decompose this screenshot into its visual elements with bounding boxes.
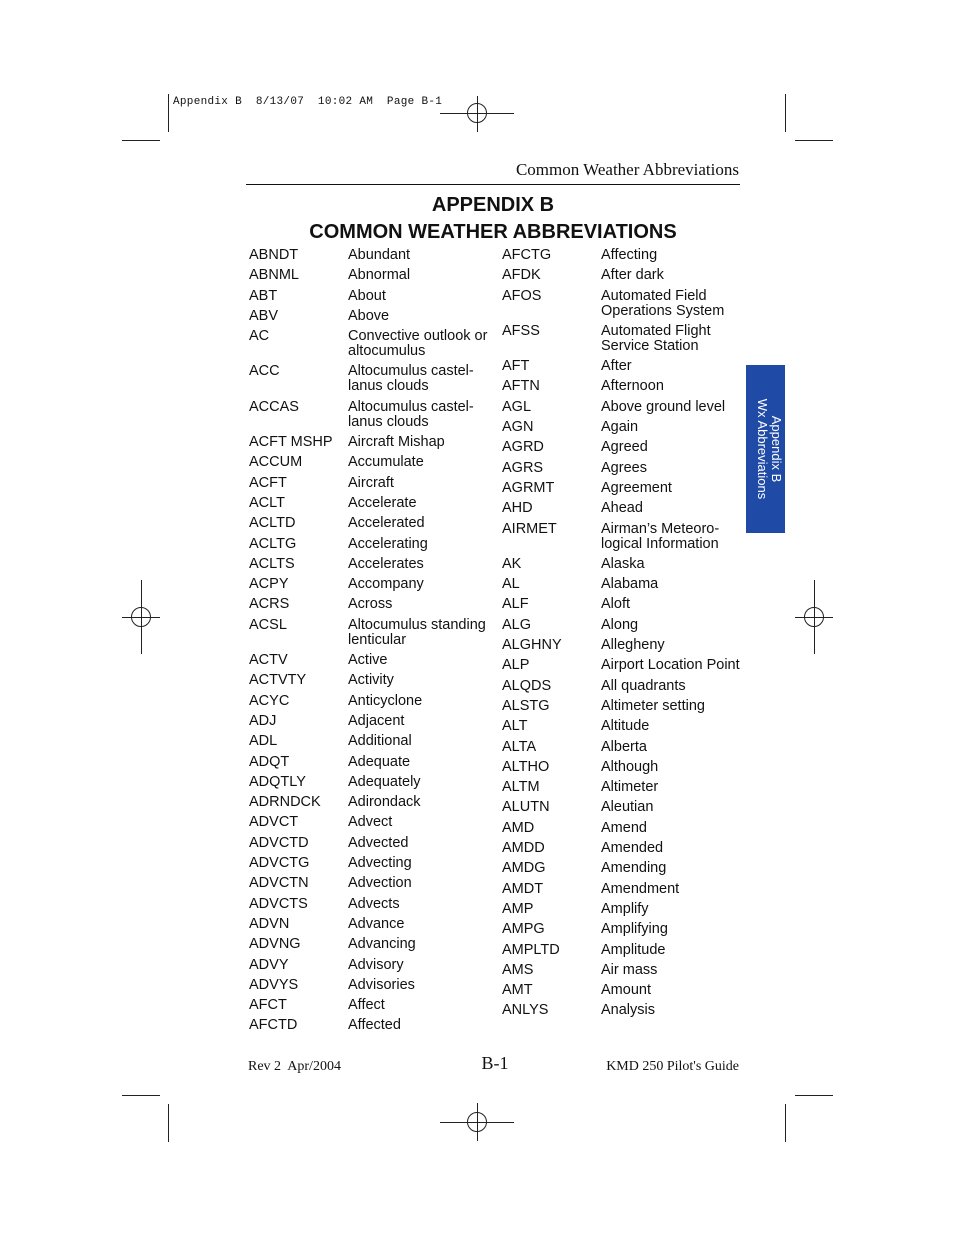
abbreviation-meaning: Amending — [601, 860, 667, 877]
abbreviation-code: ALSTG — [502, 697, 550, 714]
abbreviation-code: AMP — [502, 900, 534, 917]
abbreviation-entry — [249, 577, 489, 592]
abbreviation-meaning: About — [348, 287, 386, 304]
abbreviation-meaning: Advects — [348, 895, 400, 912]
abbreviation-code: AC — [249, 328, 270, 345]
abbreviation-code: ALTHO — [502, 758, 550, 775]
abbreviation-meaning: Afternoon — [601, 378, 664, 395]
abbreviation-code: ALG — [502, 616, 532, 633]
abbreviation-entry — [502, 522, 742, 552]
abbreviation-entry — [249, 289, 489, 304]
abbreviation-entry — [502, 740, 742, 755]
abbreviation-meaning: Amplitude — [601, 941, 666, 958]
abbreviation-meaning: Automated Field Operations System — [601, 287, 725, 319]
abbreviation-code: ADRNDCK — [249, 794, 321, 811]
abbreviation-code: ADL — [249, 733, 278, 750]
abbreviation-code: ALGHNY — [502, 637, 562, 654]
abbreviation-code: AMPLTD — [502, 941, 560, 958]
abbreviation-code: AMDD — [502, 840, 545, 857]
abbreviation-entry — [502, 800, 742, 815]
abbreviation-meaning: Although — [601, 758, 659, 775]
abbreviation-meaning: Advancing — [348, 936, 416, 953]
abbreviation-meaning: All quadrants — [601, 677, 686, 694]
abbreviation-code: ADVCTG — [249, 855, 310, 872]
abbreviation-code: ALTA — [502, 738, 537, 755]
abbreviation-code: AK — [502, 555, 522, 572]
abbreviation-entry — [249, 775, 489, 790]
abbreviation-code: AGRMT — [502, 479, 555, 496]
abbreviation-meaning: Adequately — [348, 773, 421, 790]
abbreviation-code: ACLTS — [249, 555, 295, 572]
abbreviation-entry — [502, 268, 742, 283]
abbreviation-code: ACTVTY — [249, 672, 307, 689]
abbreviation-meaning: Agrees — [601, 459, 647, 476]
abbreviation-entry — [502, 461, 742, 476]
abbreviation-code: ACFT — [249, 474, 287, 491]
abbreviation-entry — [249, 476, 489, 491]
abbreviation-code: ADQT — [249, 753, 290, 770]
abbreviation-code: ADVCTS — [249, 895, 308, 912]
abbreviation-code: ALUTN — [502, 799, 550, 816]
abbreviation-code: AMT — [502, 982, 533, 999]
abbreviation-code: ADVYS — [249, 976, 299, 993]
abbreviation-entry — [249, 795, 489, 810]
abbreviation-meaning: Adirondack — [348, 794, 421, 811]
abbreviation-meaning: Advecting — [348, 855, 412, 872]
abbreviation-meaning: Allegheny — [601, 637, 665, 654]
abbreviation-entry — [249, 329, 489, 359]
abbreviation-entry — [249, 597, 489, 612]
abbreviation-entry — [502, 359, 742, 374]
abbreviation-entry — [249, 978, 489, 993]
abbreviation-meaning: Air mass — [601, 961, 658, 978]
abbreviation-meaning: Analysis — [601, 1002, 655, 1019]
page-number: B-1 — [481, 1053, 509, 1073]
abbreviation-meaning: Anticyclone — [348, 692, 423, 709]
abbreviation-code: ACFT MSHP — [249, 434, 333, 451]
abbreviation-meaning: Adequate — [348, 753, 411, 770]
abbreviation-code: AIRMET — [502, 520, 557, 537]
abbreviation-entry — [249, 516, 489, 531]
abbreviation-meaning: Advance — [348, 915, 405, 932]
abbreviation-meaning: Active — [348, 652, 388, 669]
abbreviation-meaning: Across — [348, 596, 393, 613]
abbreviation-code: ADVCT — [249, 814, 299, 831]
abbreviation-entry — [502, 902, 742, 917]
abbreviation-meaning: Abnormal — [348, 267, 411, 284]
abbreviation-meaning: Again — [601, 419, 639, 436]
abbreviation-entry — [249, 537, 489, 552]
abbreviation-meaning: Altimeter setting — [601, 697, 705, 714]
crop-mark — [168, 94, 169, 132]
abbreviation-entry — [249, 653, 489, 668]
abbreviation-meaning: Aircraft Mishap — [348, 434, 445, 451]
abbreviation-code: ALF — [502, 596, 529, 613]
abbreviation-entry — [502, 658, 742, 673]
abbreviation-meaning: Agreement — [601, 479, 672, 496]
abbreviation-entry — [249, 618, 489, 648]
abbreviation-entry — [502, 501, 742, 516]
abbreviation-code: ACC — [249, 363, 280, 380]
abbreviation-code: ADJ — [249, 712, 277, 729]
abbreviation-entry — [249, 755, 489, 770]
abbreviation-meaning: Convective outlook or altocumulus — [348, 328, 488, 360]
abbreviation-code: ALP — [502, 657, 530, 674]
abbreviation-code: ACLT — [249, 494, 285, 511]
abbreviation-code: ABNDT — [249, 247, 299, 263]
abbreviation-entry — [502, 248, 742, 263]
abbreviation-entry — [502, 618, 742, 633]
abbreviation-meaning: Affected — [348, 1017, 401, 1034]
abbreviation-entry — [502, 719, 742, 734]
crop-mark — [785, 1104, 786, 1142]
abbreviation-entry — [502, 420, 742, 435]
abbreviation-entry — [249, 673, 489, 688]
abbreviation-code: ABV — [249, 307, 279, 324]
abbreviation-code: AHD — [502, 500, 533, 517]
abbreviation-meaning: Advisories — [348, 976, 415, 993]
abbreviation-meaning: Abundant — [348, 247, 411, 263]
abbreviation-meaning: Above — [348, 307, 390, 324]
abbreviation-entry — [249, 309, 489, 324]
abbreviation-meaning: Altitude — [601, 718, 650, 735]
abbreviation-entry — [502, 780, 742, 795]
abbreviation-code: ADQTLY — [249, 773, 306, 790]
abbreviation-meaning: Affecting — [601, 247, 658, 263]
abbreviation-meaning: Alabama — [601, 576, 659, 593]
crop-mark — [795, 140, 833, 141]
abbreviation-code: AMS — [502, 961, 534, 978]
abbreviation-code: ALQDS — [502, 677, 552, 694]
crop-mark — [122, 1095, 160, 1096]
print-slug: Appendix B 8/13/07 10:02 AM Page B-1 — [173, 96, 443, 108]
abbreviation-code: AFSS — [502, 322, 540, 339]
abbreviation-entry — [249, 694, 489, 709]
abbreviation-meaning: Agreed — [601, 439, 648, 456]
abbreviation-code: ACCUM — [249, 454, 303, 471]
abbreviation-meaning: Amplifying — [601, 921, 668, 938]
abbreviation-entry — [249, 364, 489, 394]
abbreviation-code: ACLTD — [249, 515, 296, 532]
abbreviation-entry — [502, 557, 742, 572]
abbreviation-entry — [502, 861, 742, 876]
side-tab-line2: Wx Abbreviations — [755, 398, 770, 500]
abbreviation-meaning: Adjacent — [348, 712, 405, 729]
abbreviation-code: ABNML — [249, 267, 299, 284]
abbreviation-meaning: Accompany — [348, 576, 424, 593]
abbreviation-code: AGL — [502, 398, 532, 415]
crop-mark — [122, 140, 160, 141]
abbreviation-code: AL — [502, 576, 520, 593]
abbreviation-meaning: Amount — [601, 982, 651, 999]
abbreviation-code: ADVCTN — [249, 875, 309, 892]
abbreviation-meaning: Accelerated — [348, 515, 425, 532]
abbreviation-entry — [249, 400, 489, 430]
abbreviation-entry — [502, 922, 742, 937]
abbreviation-code: ALTM — [502, 779, 540, 796]
abbreviation-meaning: Additional — [348, 733, 412, 750]
abbreviation-meaning: Advected — [348, 834, 409, 851]
abbreviation-meaning: Accelerate — [348, 494, 417, 511]
abbreviation-entry — [502, 841, 742, 856]
abbreviation-entry — [249, 1018, 489, 1033]
crop-mark — [795, 1095, 833, 1096]
abbreviation-code: ANLYS — [502, 1002, 549, 1019]
abbreviation-code: AFOS — [502, 287, 542, 304]
abbreviation-meaning: Amendment — [601, 880, 680, 897]
side-tab-line1: Appendix B — [769, 415, 784, 483]
crop-mark — [785, 94, 786, 132]
abbreviation-code: ADVY — [249, 956, 289, 973]
abbreviation-entry — [502, 481, 742, 496]
abbreviation-entry — [249, 897, 489, 912]
abbreviation-column-right — [502, 248, 742, 1024]
abbreviation-code: ABT — [249, 287, 278, 304]
abbreviation-entry — [249, 958, 489, 973]
abbreviation-code: ADVNG — [249, 936, 301, 953]
abbreviation-meaning: Activity — [348, 672, 394, 689]
abbreviation-meaning: Alaska — [601, 555, 645, 572]
abbreviation-entry — [502, 983, 742, 998]
abbreviation-meaning: Airman’s Meteoro-logical Information — [601, 520, 720, 552]
abbreviation-meaning: Along — [601, 616, 639, 633]
abbreviation-code: ALT — [502, 718, 528, 735]
abbreviation-meaning: Accumulate — [348, 454, 424, 471]
abbreviation-entry — [249, 455, 489, 470]
abbreviation-meaning: Affect — [348, 997, 385, 1014]
abbreviation-entry — [249, 856, 489, 871]
abbreviation-entry — [249, 937, 489, 952]
abbreviation-code: AMDT — [502, 880, 544, 897]
abbreviation-entry — [249, 714, 489, 729]
abbreviation-entry — [249, 248, 489, 263]
abbreviation-entry — [502, 324, 742, 354]
abbreviation-entry — [249, 496, 489, 511]
abbreviation-code: AGN — [502, 419, 534, 436]
abbreviation-meaning: Airport Location Point — [601, 657, 740, 674]
abbreviation-meaning: Altimeter — [601, 779, 659, 796]
abbreviation-entry — [249, 836, 489, 851]
header-rule — [246, 184, 740, 185]
abbreviation-entry — [502, 882, 742, 897]
abbreviation-meaning: Alberta — [601, 738, 647, 755]
abbreviation-code: AMD — [502, 819, 535, 836]
abbreviation-code: AGRD — [502, 439, 544, 456]
abbreviation-code: ACCAS — [249, 398, 299, 415]
abbreviation-meaning: Amend — [601, 819, 647, 836]
abbreviation-code: ACRS — [249, 596, 290, 613]
abbreviation-code: ADVCTD — [249, 834, 309, 851]
abbreviation-code: ACLTG — [249, 535, 297, 552]
abbreviation-code: AFTN — [502, 378, 540, 395]
abbreviation-entry — [249, 876, 489, 891]
abbreviation-meaning: Advection — [348, 875, 412, 892]
abbreviation-meaning: Amplify — [601, 900, 649, 917]
abbreviation-meaning: Accelerating — [348, 535, 428, 552]
abbreviation-meaning: Aircraft — [348, 474, 394, 491]
abbreviation-code: AGRS — [502, 459, 544, 476]
abbreviation-code: AMPG — [502, 921, 545, 938]
abbreviation-entry — [249, 435, 489, 450]
abbreviation-entry — [249, 734, 489, 749]
side-tab — [746, 365, 785, 533]
abbreviation-meaning: Amended — [601, 840, 664, 857]
abbreviation-entry — [502, 963, 742, 978]
footer-revision: Rev 2 Apr/2004 — [248, 1059, 341, 1074]
abbreviation-code: AFT — [502, 358, 530, 375]
abbreviation-entry — [502, 440, 742, 455]
abbreviation-meaning: Above ground level — [601, 398, 726, 415]
abbreviation-meaning: Ahead — [601, 500, 643, 517]
abbreviation-entry — [249, 557, 489, 572]
abbreviation-meaning: After dark — [601, 267, 664, 284]
abbreviation-entry — [249, 998, 489, 1013]
abbreviation-entry — [502, 577, 742, 592]
abbreviation-code: AFCTG — [502, 247, 552, 263]
appendix-subtitle: COMMON WEATHER ABBREVIATIONS — [309, 221, 677, 243]
abbreviation-code: ADVN — [249, 915, 290, 932]
abbreviation-entry — [502, 379, 742, 394]
abbreviation-entry — [502, 1003, 742, 1018]
running-head: Common Weather Abbreviations — [515, 160, 739, 179]
abbreviation-meaning: Aloft — [601, 596, 631, 613]
abbreviation-entry — [502, 289, 742, 319]
abbreviation-code: ACPY — [249, 576, 289, 593]
abbreviation-meaning: Altocumulus standing lenticular — [348, 616, 486, 648]
abbreviation-entry — [249, 917, 489, 932]
crop-mark — [168, 1104, 169, 1142]
abbreviation-meaning: Advect — [348, 814, 393, 831]
footer-guide-title: KMD 250 Pilot's Guide — [606, 1059, 739, 1074]
abbreviation-meaning: Altocumulus castel-lanus clouds — [348, 363, 474, 395]
abbreviation-meaning: After — [601, 358, 632, 375]
abbreviation-code: ACYC — [249, 692, 290, 709]
abbreviation-meaning: Accelerates — [348, 555, 424, 572]
abbreviation-code: ACTV — [249, 652, 288, 669]
abbreviation-entry — [502, 760, 742, 775]
abbreviation-entry — [249, 268, 489, 283]
abbreviation-entry — [502, 679, 742, 694]
abbreviation-code: AFDK — [502, 267, 541, 284]
abbreviation-meaning: Automated Flight Service Station — [601, 322, 711, 354]
abbreviation-entry — [502, 638, 742, 653]
abbreviation-entry — [502, 699, 742, 714]
abbreviation-code: AMDG — [502, 860, 546, 877]
abbreviation-entry — [502, 943, 742, 958]
abbreviation-column-left — [249, 248, 489, 1039]
abbreviation-meaning: Advisory — [348, 956, 404, 973]
abbreviation-entry — [249, 815, 489, 830]
appendix-title: APPENDIX B — [431, 194, 555, 216]
abbreviation-meaning: Aleutian — [601, 799, 654, 816]
abbreviation-code: AFCTD — [249, 1017, 298, 1034]
abbreviation-entry — [502, 400, 742, 415]
abbreviation-code: ACSL — [249, 616, 287, 633]
abbreviation-entry — [502, 597, 742, 612]
abbreviation-entry — [502, 821, 742, 836]
abbreviation-meaning: Altocumulus castel-lanus clouds — [348, 398, 474, 430]
abbreviation-code: AFCT — [249, 997, 287, 1014]
